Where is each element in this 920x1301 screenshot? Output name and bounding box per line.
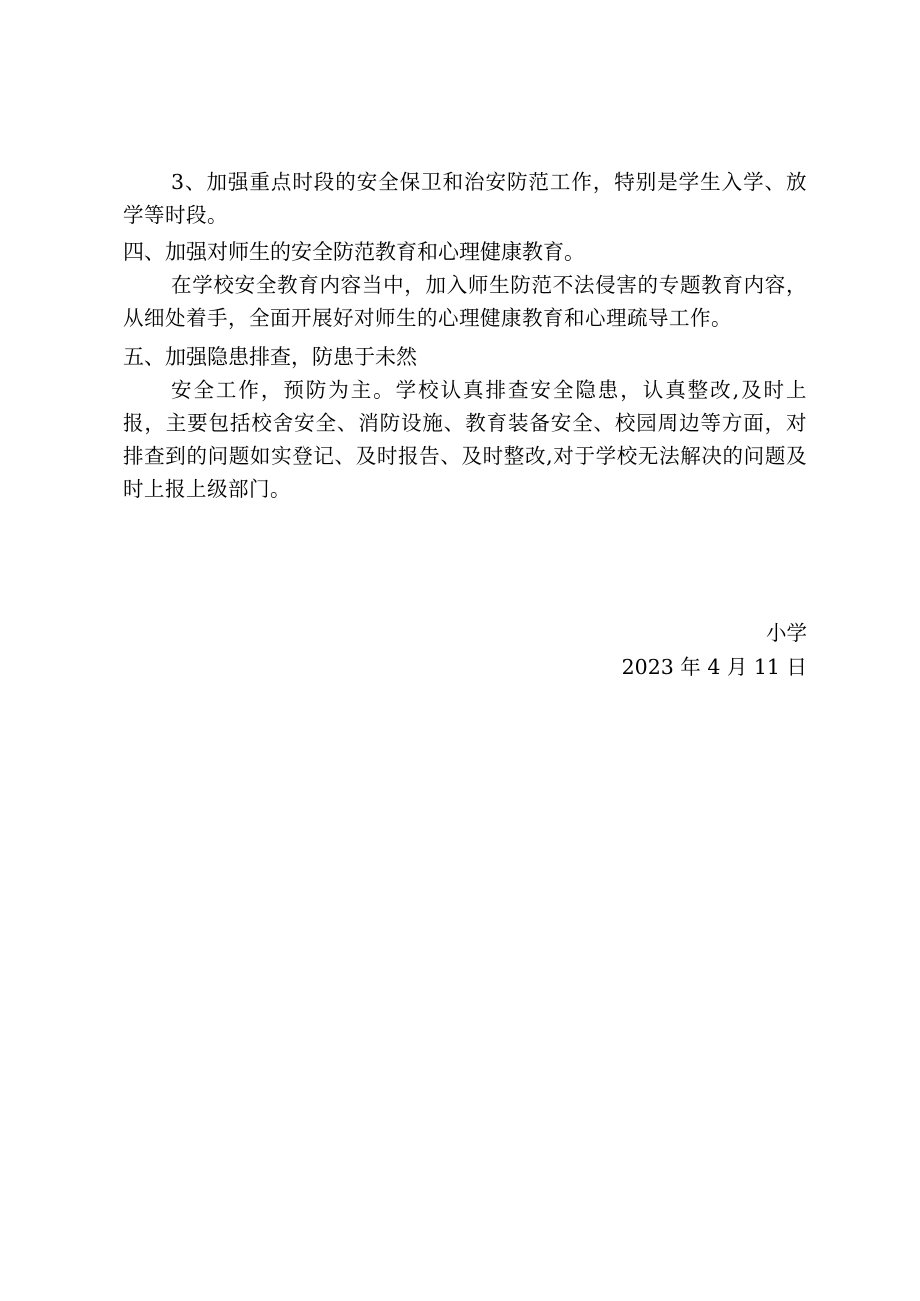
signature-date: 2023 年 4 月 11 日 <box>621 655 807 679</box>
signature-school: 小学 <box>766 621 807 645</box>
section-heading-5: 五、加强隐患排查，防患于未然 <box>123 345 417 369</box>
section-heading-4: 四、加强对师生的安全防范教育和心理健康教育。 <box>123 240 585 264</box>
document-body <box>123 166 807 506</box>
paragraph-section-5: 安全工作，预防为主。学校认真排查安全隐患，认真整改,及时上报，主要包括校舍安全、消防设施、教育装备安全、校园周边等方面，对排查到的问题如实登记、及时报告、及时整改,对于学校无法解决的问题及时上报上级部门。 <box>123 378 807 501</box>
paragraph-section-4: 在学校安全教育内容当中，加入师生防范不法侵害的专题教育内容，从细处着手，全面开展好对师生的心理健康教育和心理疏导工作。 <box>123 273 807 330</box>
paragraph-item-3: 3、加强重点时段的安全保卫和治安防范工作，特别是学生入学、放学等时段。 <box>123 170 807 227</box>
